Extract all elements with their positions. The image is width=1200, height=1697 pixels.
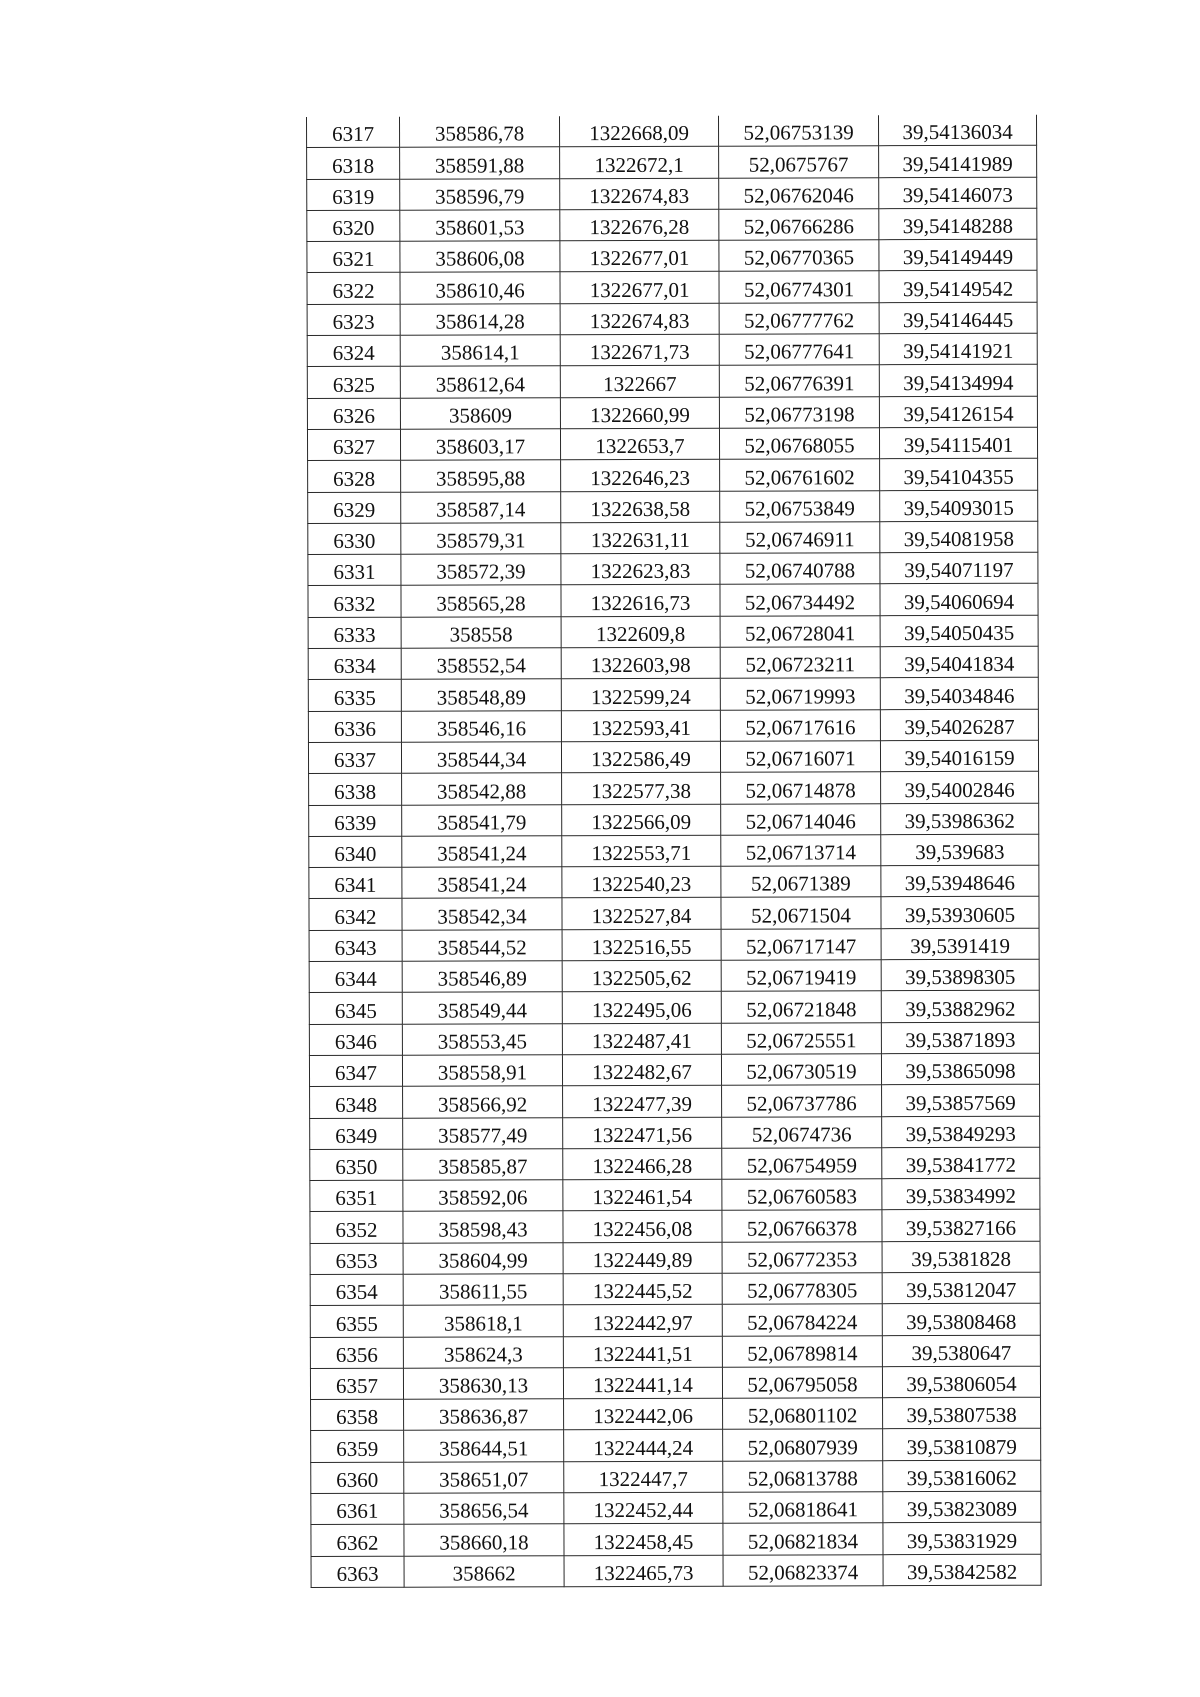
table-row	[308, 678, 1038, 712]
latitude-cell: 52,06776391	[719, 365, 879, 397]
latitude-cell: 52,06766378	[722, 1210, 882, 1242]
table-row	[308, 740, 1038, 774]
table-row	[309, 991, 1039, 1025]
longitude-cell: 39,54149542	[879, 271, 1037, 303]
point-number-cell: 6347	[309, 1055, 402, 1087]
latitude-cell: 52,06723211	[720, 647, 880, 679]
latitude-cell: 52,06714046	[721, 803, 881, 835]
longitude-cell: 39,53857569	[882, 1084, 1040, 1116]
x-coordinate-cell: 358601,53	[400, 210, 560, 242]
x-coordinate-cell: 358544,34	[401, 742, 561, 774]
table-row	[310, 1084, 1040, 1118]
x-coordinate-cell: 358662	[404, 1555, 564, 1587]
latitude-cell: 52,06823374	[723, 1554, 883, 1586]
longitude-cell: 39,54093015	[880, 490, 1038, 522]
longitude-cell: 39,53834992	[882, 1178, 1040, 1210]
point-number-cell: 6340	[309, 836, 402, 868]
x-coordinate-cell: 358611,55	[403, 1274, 563, 1306]
table-row	[310, 1241, 1040, 1275]
point-number-cell: 6337	[308, 742, 401, 774]
longitude-cell: 39,54050435	[880, 615, 1038, 647]
point-number-cell: 6325	[307, 367, 400, 399]
x-coordinate-cell: 358558	[401, 616, 561, 648]
point-number-cell: 6324	[307, 335, 400, 367]
longitude-cell: 39,54141989	[879, 146, 1037, 178]
table-row	[310, 1147, 1040, 1181]
y-coordinate-cell: 1322452,44	[564, 1492, 723, 1524]
x-coordinate-cell: 358546,16	[401, 710, 561, 742]
x-coordinate-cell: 358630,13	[403, 1368, 563, 1400]
latitude-cell: 52,0671504	[721, 897, 881, 929]
latitude-cell: 52,0675767	[719, 146, 879, 178]
x-coordinate-cell: 358558,91	[402, 1055, 562, 1087]
point-number-cell: 6339	[309, 805, 402, 837]
x-coordinate-cell: 358546,89	[402, 961, 562, 993]
y-coordinate-cell: 1322603,98	[561, 647, 720, 679]
latitude-cell: 52,06717147	[721, 928, 881, 960]
latitude-cell: 52,06821834	[723, 1523, 883, 1555]
latitude-cell: 52,06716071	[720, 741, 880, 773]
x-coordinate-cell: 358604,99	[403, 1242, 563, 1274]
point-number-cell: 6318	[307, 148, 400, 180]
table-row	[307, 208, 1037, 242]
longitude-cell: 39,54034846	[880, 678, 1038, 710]
y-coordinate-cell: 1322593,41	[561, 710, 720, 742]
table-row	[310, 1335, 1040, 1369]
x-coordinate-cell: 358544,52	[402, 929, 562, 961]
point-number-cell: 6349	[310, 1118, 403, 1150]
longitude-cell: 39,53807538	[883, 1397, 1041, 1429]
y-coordinate-cell: 1322671,73	[560, 334, 719, 366]
longitude-cell: 39,54016159	[880, 740, 1038, 772]
longitude-cell: 39,54148288	[879, 208, 1037, 240]
table-row	[310, 1272, 1040, 1306]
longitude-cell: 39,53831929	[883, 1523, 1041, 1555]
table-row	[309, 803, 1039, 837]
table-row	[309, 771, 1039, 805]
x-coordinate-cell: 358624,3	[403, 1336, 563, 1368]
coordinates-table-wrapper	[306, 115, 1041, 1588]
y-coordinate-cell: 1322674,83	[560, 303, 719, 335]
table-row	[308, 584, 1038, 618]
longitude-cell: 39,53841772	[882, 1147, 1040, 1179]
x-coordinate-cell: 358542,34	[402, 898, 562, 930]
point-number-cell: 6322	[307, 273, 400, 305]
point-number-cell: 6342	[309, 899, 402, 931]
x-coordinate-cell: 358603,17	[400, 429, 560, 461]
longitude-cell: 39,54041834	[880, 646, 1038, 678]
point-number-cell: 6359	[311, 1431, 404, 1463]
y-coordinate-cell: 1322540,23	[562, 866, 721, 898]
point-number-cell: 6353	[310, 1243, 403, 1275]
point-number-cell: 6354	[310, 1274, 403, 1306]
point-number-cell: 6320	[307, 210, 400, 242]
longitude-cell: 39,54134994	[879, 365, 1037, 397]
latitude-cell: 52,06713714	[721, 835, 881, 867]
y-coordinate-cell: 1322653,7	[560, 428, 719, 460]
longitude-cell: 39,53898305	[881, 959, 1039, 991]
latitude-cell: 52,06818641	[723, 1492, 883, 1524]
table-row	[308, 458, 1038, 492]
x-coordinate-cell: 358651,07	[404, 1461, 564, 1493]
x-coordinate-cell: 358636,87	[404, 1399, 564, 1431]
x-coordinate-cell: 358586,78	[399, 116, 559, 147]
x-coordinate-cell: 358541,24	[402, 867, 562, 899]
longitude-cell: 39,53948646	[881, 865, 1039, 897]
y-coordinate-cell: 1322677,01	[560, 240, 719, 272]
point-number-cell: 6327	[307, 429, 400, 461]
table-row	[310, 1303, 1040, 1337]
table-row	[307, 396, 1037, 430]
y-coordinate-cell: 1322442,97	[563, 1304, 722, 1336]
x-coordinate-cell: 358644,51	[404, 1430, 564, 1462]
y-coordinate-cell: 1322505,62	[562, 960, 721, 992]
longitude-cell: 39,53816062	[883, 1460, 1041, 1492]
y-coordinate-cell: 1322449,89	[563, 1242, 722, 1274]
y-coordinate-cell: 1322458,45	[564, 1524, 723, 1556]
latitude-cell: 52,06773198	[719, 396, 879, 428]
x-coordinate-cell: 358595,88	[401, 460, 561, 492]
y-coordinate-cell: 1322668,09	[559, 116, 718, 147]
x-coordinate-cell: 358553,45	[402, 1023, 562, 1055]
table-row	[307, 177, 1037, 211]
y-coordinate-cell: 1322586,49	[561, 741, 720, 773]
longitude-cell: 39,53930605	[881, 897, 1039, 929]
latitude-cell: 52,06721848	[721, 991, 881, 1023]
longitude-cell: 39,53842582	[883, 1554, 1041, 1586]
longitude-cell: 39,5381828	[882, 1241, 1040, 1273]
latitude-cell: 52,06777762	[719, 302, 879, 334]
y-coordinate-cell: 1322441,51	[563, 1336, 722, 1368]
point-number-cell: 6352	[310, 1212, 403, 1244]
point-number-cell: 6331	[308, 554, 401, 586]
latitude-cell: 52,06760583	[722, 1179, 882, 1211]
longitude-cell: 39,5391419	[881, 928, 1039, 960]
coordinates-table-body	[307, 115, 1042, 1588]
x-coordinate-cell: 358542,88	[402, 773, 562, 805]
table-row	[311, 1460, 1041, 1494]
latitude-cell: 52,06766286	[719, 209, 879, 241]
y-coordinate-cell: 1322623,83	[561, 553, 720, 585]
latitude-cell: 52,06772353	[722, 1241, 882, 1273]
longitude-cell: 39,54136034	[878, 115, 1036, 146]
longitude-cell: 39,53806054	[882, 1366, 1040, 1398]
point-number-cell: 6351	[310, 1180, 403, 1212]
point-number-cell: 6358	[311, 1399, 404, 1431]
table-row	[309, 897, 1039, 931]
point-number-cell: 6361	[311, 1493, 404, 1525]
table-row	[307, 271, 1037, 305]
latitude-cell: 52,06719419	[721, 960, 881, 992]
y-coordinate-cell: 1322466,28	[563, 1148, 722, 1180]
y-coordinate-cell: 1322660,99	[560, 397, 719, 429]
longitude-cell: 39,53865098	[881, 1053, 1039, 1085]
point-number-cell: 6348	[310, 1086, 403, 1118]
table-row	[307, 146, 1037, 180]
y-coordinate-cell: 1322465,73	[564, 1555, 723, 1587]
table-row	[309, 1022, 1039, 1056]
x-coordinate-cell: 358541,79	[402, 804, 562, 836]
x-coordinate-cell: 358577,49	[403, 1117, 563, 1149]
y-coordinate-cell: 1322638,58	[561, 491, 720, 523]
y-coordinate-cell: 1322495,06	[562, 992, 721, 1024]
longitude-cell: 39,54126154	[879, 396, 1037, 428]
y-coordinate-cell: 1322631,11	[561, 522, 720, 554]
point-number-cell: 6321	[307, 241, 400, 273]
latitude-cell: 52,06789814	[722, 1335, 882, 1367]
point-number-cell: 6346	[309, 1024, 402, 1056]
table-row	[309, 959, 1039, 993]
x-coordinate-cell: 358549,44	[402, 992, 562, 1024]
point-number-cell: 6343	[309, 930, 402, 962]
longitude-cell: 39,53882962	[881, 991, 1039, 1023]
point-number-cell: 6330	[308, 523, 401, 555]
coordinates-table	[306, 115, 1042, 1588]
latitude-cell: 52,06714878	[721, 772, 881, 804]
point-number-cell: 6356	[310, 1337, 403, 1369]
x-coordinate-cell: 358592,06	[403, 1180, 563, 1212]
table-row	[310, 1178, 1040, 1212]
table-row	[309, 928, 1039, 962]
y-coordinate-cell: 1322527,84	[562, 898, 721, 930]
y-coordinate-cell: 1322461,54	[563, 1179, 722, 1211]
x-coordinate-cell: 358618,1	[403, 1305, 563, 1337]
y-coordinate-cell: 1322672,1	[560, 147, 719, 179]
latitude-cell: 52,06753139	[718, 115, 878, 146]
longitude-cell: 39,54146445	[879, 302, 1037, 334]
x-coordinate-cell: 358596,79	[400, 178, 560, 210]
x-coordinate-cell: 358614,28	[400, 303, 560, 335]
y-coordinate-cell: 1322516,55	[562, 929, 721, 961]
latitude-cell: 52,06770365	[719, 240, 879, 272]
longitude-cell: 39,54146073	[879, 177, 1037, 209]
latitude-cell: 52,06753849	[720, 490, 880, 522]
latitude-cell: 52,06777641	[719, 334, 879, 366]
table-row	[311, 1491, 1041, 1525]
longitude-cell: 39,53827166	[882, 1210, 1040, 1242]
table-row	[307, 333, 1037, 367]
point-number-cell: 6323	[307, 304, 400, 336]
longitude-cell: 39,54060694	[880, 584, 1038, 616]
longitude-cell: 39,54026287	[880, 709, 1038, 741]
latitude-cell: 52,06730519	[721, 1054, 881, 1086]
point-number-cell: 6326	[307, 398, 400, 430]
table-row	[308, 646, 1038, 680]
longitude-cell: 39,54149449	[879, 239, 1037, 271]
x-coordinate-cell: 358656,54	[404, 1493, 564, 1525]
longitude-cell: 39,53871893	[881, 1022, 1039, 1054]
table-row	[311, 1554, 1041, 1588]
latitude-cell: 52,0671389	[721, 866, 881, 898]
x-coordinate-cell: 358585,87	[403, 1148, 563, 1180]
table-row	[311, 1397, 1041, 1431]
point-number-cell: 6360	[311, 1462, 404, 1494]
x-coordinate-cell: 358552,54	[401, 648, 561, 680]
y-coordinate-cell: 1322609,8	[561, 616, 720, 648]
y-coordinate-cell: 1322445,52	[563, 1273, 722, 1305]
table-row	[307, 239, 1037, 273]
latitude-cell: 52,06795058	[722, 1367, 882, 1399]
longitude-cell: 39,53808468	[882, 1303, 1040, 1335]
y-coordinate-cell: 1322674,83	[560, 178, 719, 210]
longitude-cell: 39,53849293	[882, 1116, 1040, 1148]
x-coordinate-cell: 358565,28	[401, 585, 561, 617]
y-coordinate-cell: 1322667	[560, 366, 719, 398]
y-coordinate-cell: 1322616,73	[561, 585, 720, 617]
y-coordinate-cell: 1322577,38	[562, 772, 721, 804]
latitude-cell: 52,06746911	[720, 522, 880, 554]
latitude-cell: 52,06725551	[721, 1022, 881, 1054]
y-coordinate-cell: 1322676,28	[560, 209, 719, 241]
y-coordinate-cell: 1322444,24	[564, 1430, 723, 1462]
latitude-cell: 52,06813788	[723, 1460, 883, 1492]
x-coordinate-cell: 358598,43	[403, 1211, 563, 1243]
table-row	[307, 427, 1037, 461]
point-number-cell: 6317	[307, 117, 400, 148]
point-number-cell: 6362	[311, 1525, 404, 1557]
x-coordinate-cell: 358572,39	[401, 554, 561, 586]
table-row	[307, 365, 1037, 399]
longitude-cell: 39,54081958	[880, 521, 1038, 553]
y-coordinate-cell: 1322456,08	[563, 1211, 722, 1243]
longitude-cell: 39,53823089	[883, 1491, 1041, 1523]
y-coordinate-cell: 1322482,67	[562, 1054, 721, 1086]
point-number-cell: 6350	[310, 1149, 403, 1181]
x-coordinate-cell: 358566,92	[403, 1086, 563, 1118]
longitude-cell: 39,539683	[881, 834, 1039, 866]
y-coordinate-cell: 1322442,06	[564, 1398, 723, 1430]
x-coordinate-cell: 358587,14	[401, 491, 561, 523]
point-number-cell: 6328	[308, 460, 401, 492]
x-coordinate-cell: 358541,24	[402, 836, 562, 868]
table-row	[308, 552, 1038, 586]
table-row	[309, 865, 1039, 899]
table-row	[308, 521, 1038, 555]
latitude-cell: 52,06737786	[722, 1085, 882, 1117]
y-coordinate-cell: 1322447,7	[564, 1461, 723, 1493]
y-coordinate-cell: 1322471,56	[563, 1117, 722, 1149]
point-number-cell: 6345	[309, 993, 402, 1025]
point-number-cell: 6329	[308, 492, 401, 524]
longitude-cell: 39,53810879	[883, 1429, 1041, 1461]
latitude-cell: 52,06719993	[720, 678, 880, 710]
longitude-cell: 39,54002846	[881, 771, 1039, 803]
point-number-cell: 6319	[307, 179, 400, 211]
point-number-cell: 6335	[308, 680, 401, 712]
y-coordinate-cell: 1322646,23	[561, 459, 720, 491]
table-row	[311, 1523, 1041, 1557]
longitude-cell: 39,53986362	[881, 803, 1039, 835]
y-coordinate-cell: 1322477,39	[563, 1085, 722, 1117]
point-number-cell: 6363	[311, 1556, 404, 1588]
point-number-cell: 6357	[310, 1368, 403, 1400]
table-row	[310, 1210, 1040, 1244]
x-coordinate-cell: 358660,18	[404, 1524, 564, 1556]
table-row	[307, 302, 1037, 336]
point-number-cell: 6341	[309, 867, 402, 899]
x-coordinate-cell: 358591,88	[400, 147, 560, 179]
table-row	[308, 709, 1038, 743]
y-coordinate-cell: 1322677,01	[560, 272, 719, 304]
latitude-cell: 52,0674736	[722, 1116, 882, 1148]
latitude-cell: 52,06761602	[720, 459, 880, 491]
latitude-cell: 52,06768055	[719, 428, 879, 460]
latitude-cell: 52,06717616	[720, 709, 880, 741]
latitude-cell: 52,06762046	[719, 177, 879, 209]
latitude-cell: 52,06728041	[720, 615, 880, 647]
longitude-cell: 39,5380647	[882, 1335, 1040, 1367]
longitude-cell: 39,54141921	[879, 333, 1037, 365]
y-coordinate-cell: 1322553,71	[562, 835, 721, 867]
x-coordinate-cell: 358610,46	[400, 272, 560, 304]
point-number-cell: 6334	[308, 648, 401, 680]
latitude-cell: 52,06740788	[720, 553, 880, 585]
table-row	[307, 115, 1037, 148]
table-row	[309, 1053, 1039, 1087]
latitude-cell: 52,06778305	[722, 1273, 882, 1305]
y-coordinate-cell: 1322441,14	[563, 1367, 722, 1399]
y-coordinate-cell: 1322487,41	[562, 1023, 721, 1055]
latitude-cell: 52,06807939	[723, 1429, 883, 1461]
latitude-cell: 52,06734492	[720, 584, 880, 616]
point-number-cell: 6332	[308, 586, 401, 618]
table-row	[308, 490, 1038, 524]
table-row	[309, 834, 1039, 868]
longitude-cell: 39,54104355	[880, 458, 1038, 490]
point-number-cell: 6355	[310, 1305, 403, 1337]
y-coordinate-cell: 1322566,09	[562, 804, 721, 836]
latitude-cell: 52,06754959	[722, 1147, 882, 1179]
x-coordinate-cell: 358579,31	[401, 523, 561, 555]
point-number-cell: 6333	[308, 617, 401, 649]
latitude-cell: 52,06784224	[722, 1304, 882, 1336]
longitude-cell: 39,54115401	[879, 427, 1037, 459]
latitude-cell: 52,06774301	[719, 271, 879, 303]
x-coordinate-cell: 358606,08	[400, 241, 560, 273]
table-row	[310, 1366, 1040, 1400]
x-coordinate-cell: 358614,1	[400, 335, 560, 367]
x-coordinate-cell: 358548,89	[401, 679, 561, 711]
latitude-cell: 52,06801102	[723, 1398, 883, 1430]
longitude-cell: 39,54071197	[880, 552, 1038, 584]
x-coordinate-cell: 358609	[400, 397, 560, 429]
x-coordinate-cell: 358612,64	[400, 366, 560, 398]
table-row	[310, 1116, 1040, 1150]
point-number-cell: 6336	[308, 711, 401, 743]
table-row	[311, 1429, 1041, 1463]
table-row	[308, 615, 1038, 649]
point-number-cell: 6344	[309, 961, 402, 993]
longitude-cell: 39,53812047	[882, 1272, 1040, 1304]
point-number-cell: 6338	[309, 773, 402, 805]
y-coordinate-cell: 1322599,24	[561, 679, 720, 711]
